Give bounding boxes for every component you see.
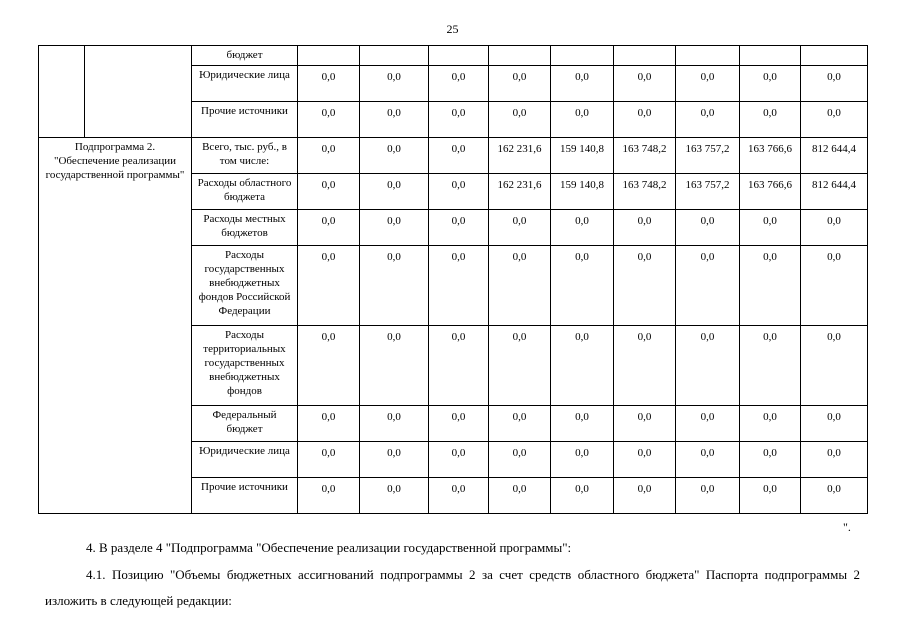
value-cell: 0,0 (360, 210, 429, 246)
value-cell: 0,0 (298, 406, 360, 442)
value-cell: 0,0 (489, 102, 551, 138)
value-cell: 0,0 (360, 326, 429, 406)
value-cell: 0,0 (429, 174, 489, 210)
value-cell: 0,0 (360, 246, 429, 326)
value-cell: 0,0 (740, 478, 801, 514)
value-cell: 0,0 (429, 326, 489, 406)
value-cell: 0,0 (801, 406, 868, 442)
source-cell: Расходы местных бюджетов (192, 210, 298, 246)
paragraph-section-4: 4. В разделе 4 "Подпрограмма "Обеспечение реализации государственной программы": (86, 540, 572, 555)
value-cell: 0,0 (614, 102, 676, 138)
value-cell: 163 766,6 (740, 138, 801, 174)
closing-quote: ". (843, 520, 851, 534)
value-cell: 0,0 (429, 102, 489, 138)
value-cell: 0,0 (298, 102, 360, 138)
value-cell (298, 46, 360, 66)
value-cell: 0,0 (429, 246, 489, 326)
source-cell: Юридические лица (192, 442, 298, 478)
source-cell: Расходы государственных внебюджетных фондов Российской Федерации (192, 246, 298, 326)
value-cell (489, 46, 551, 66)
value-cell: 0,0 (676, 246, 740, 326)
value-cell: 0,0 (489, 246, 551, 326)
value-cell: 0,0 (740, 326, 801, 406)
source-cell: Юридические лица (192, 66, 298, 102)
value-cell: 163 748,2 (614, 138, 676, 174)
value-cell: 0,0 (429, 478, 489, 514)
value-cell: 0,0 (740, 102, 801, 138)
value-cell: 0,0 (740, 246, 801, 326)
value-cell: 159 140,8 (551, 174, 614, 210)
source-cell: Всего, тыс. руб., в том числе: (192, 138, 298, 174)
value-cell: 0,0 (551, 326, 614, 406)
value-cell: 812 644,4 (801, 138, 868, 174)
value-cell: 0,0 (614, 66, 676, 102)
value-cell: 0,0 (740, 66, 801, 102)
value-cell: 0,0 (801, 246, 868, 326)
value-cell: 0,0 (360, 102, 429, 138)
value-cell: 0,0 (360, 174, 429, 210)
value-cell: 0,0 (801, 102, 868, 138)
value-cell (551, 46, 614, 66)
value-cell: 0,0 (551, 442, 614, 478)
value-cell: 0,0 (298, 246, 360, 326)
value-cell: 163 748,2 (614, 174, 676, 210)
value-cell: 0,0 (360, 478, 429, 514)
value-cell: 0,0 (360, 66, 429, 102)
value-cell: 812 644,4 (801, 174, 868, 210)
value-cell: 0,0 (614, 246, 676, 326)
source-cell: Расходы областного бюджета (192, 174, 298, 210)
value-cell: 0,0 (298, 478, 360, 514)
value-cell: 0,0 (676, 478, 740, 514)
value-cell (429, 46, 489, 66)
value-cell: 0,0 (489, 326, 551, 406)
page-number: 25 (446, 22, 459, 36)
value-cell: 0,0 (298, 326, 360, 406)
value-cell (740, 46, 801, 66)
value-cell: 0,0 (614, 442, 676, 478)
value-cell: 0,0 (429, 406, 489, 442)
value-cell: 0,0 (551, 210, 614, 246)
source-cell: Прочие источники (192, 102, 298, 138)
table-row (39, 46, 868, 66)
value-cell: 0,0 (489, 406, 551, 442)
value-cell: 0,0 (801, 210, 868, 246)
value-cell: 0,0 (551, 478, 614, 514)
value-cell: 0,0 (298, 138, 360, 174)
value-cell: 0,0 (801, 442, 868, 478)
value-cell: 0,0 (551, 246, 614, 326)
value-cell: 0,0 (801, 478, 868, 514)
value-cell: 0,0 (360, 138, 429, 174)
value-cell: 0,0 (740, 442, 801, 478)
value-cell: 162 231,6 (489, 138, 551, 174)
empty-cell (85, 46, 192, 138)
value-cell: 0,0 (298, 210, 360, 246)
value-cell: 0,0 (489, 210, 551, 246)
value-cell: 163 766,6 (740, 174, 801, 210)
value-cell: 0,0 (489, 478, 551, 514)
value-cell: 0,0 (740, 210, 801, 246)
value-cell: 0,0 (614, 478, 676, 514)
value-cell: 0,0 (614, 326, 676, 406)
value-cell: 0,0 (429, 442, 489, 478)
value-cell: 0,0 (676, 66, 740, 102)
value-cell: 0,0 (298, 442, 360, 478)
subprogram-label: Подпрограмма 2. "Обеспечение реализации государственной программы" (39, 138, 192, 514)
source-cell: Федеральный бюджет (192, 406, 298, 442)
value-cell (676, 46, 740, 66)
value-cell (360, 46, 429, 66)
value-cell: 0,0 (614, 210, 676, 246)
value-cell: 159 140,8 (551, 138, 614, 174)
value-cell: 0,0 (298, 66, 360, 102)
value-cell: 0,0 (676, 210, 740, 246)
value-cell: 0,0 (676, 442, 740, 478)
budget-table (38, 45, 868, 514)
value-cell: 0,0 (801, 66, 868, 102)
value-cell: 0,0 (360, 442, 429, 478)
value-cell: 0,0 (489, 442, 551, 478)
value-cell: 0,0 (360, 406, 429, 442)
value-cell: 162 231,6 (489, 174, 551, 210)
value-cell: 0,0 (614, 406, 676, 442)
table-row (39, 138, 868, 174)
value-cell: 0,0 (298, 174, 360, 210)
value-cell: 0,0 (489, 66, 551, 102)
value-cell: 0,0 (429, 210, 489, 246)
value-cell: 163 757,2 (676, 138, 740, 174)
value-cell (614, 46, 676, 66)
paragraph-item-4-1: 4.1. Позицию "Объемы бюджетных ассигнований подпрограммы 2 за счет средств областного бюджета" Паспорта подпрограммы 2 изложить в следующей редакции: (45, 567, 860, 608)
value-cell: 0,0 (551, 406, 614, 442)
value-cell: 0,0 (801, 326, 868, 406)
value-cell (801, 46, 868, 66)
empty-cell (39, 46, 85, 138)
value-cell: 0,0 (676, 102, 740, 138)
value-cell: 0,0 (429, 138, 489, 174)
value-cell: 0,0 (676, 406, 740, 442)
value-cell: 0,0 (551, 66, 614, 102)
source-cell: Прочие источники (192, 478, 298, 514)
value-cell: 163 757,2 (676, 174, 740, 210)
value-cell: 0,0 (429, 66, 489, 102)
source-cell: Расходы территориальных государственных внебюджетных фондов (192, 326, 298, 406)
value-cell: 0,0 (676, 326, 740, 406)
value-cell: 0,0 (551, 102, 614, 138)
source-cell: бюджет (192, 46, 298, 66)
value-cell: 0,0 (740, 406, 801, 442)
